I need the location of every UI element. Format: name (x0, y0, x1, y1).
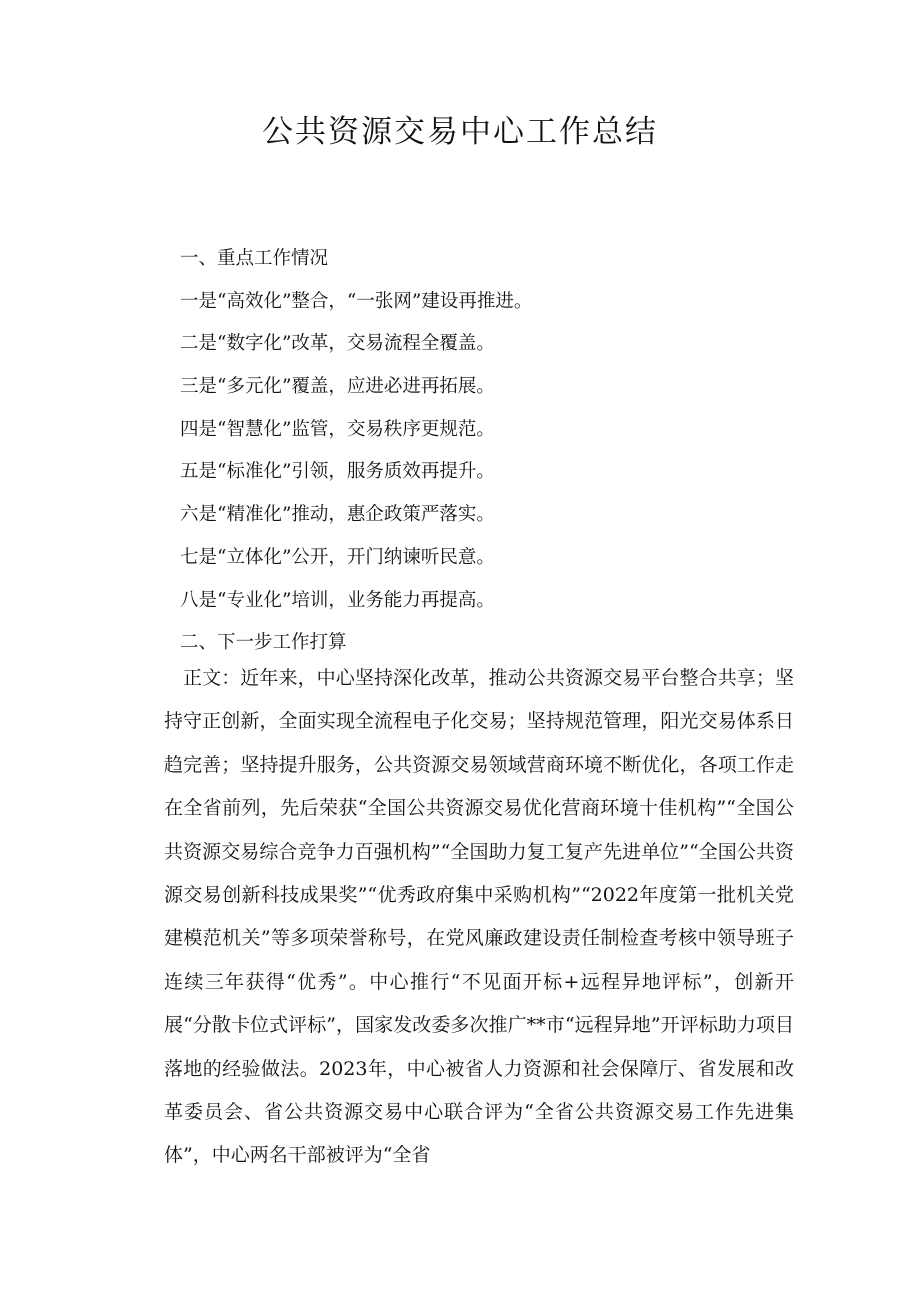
outline-item: 八是“专业化”培训，业务能力再提高。 (180, 589, 495, 611)
section-heading-1: 一、重点工作情况 (180, 248, 329, 269)
outline-item: 六是“精准化”推动，惠企政策严落实。 (180, 504, 495, 526)
outline-item: 三是“多元化”覆盖，应进必进再拓展。 (180, 376, 495, 398)
outline-item: 一是“高效化”整合，“一张网”建设再推进。 (180, 290, 533, 312)
outline-item: 七是“立体化”公开，开门纳谏听民意。 (180, 546, 495, 568)
body-paragraph: 正文：近年来，中心坚持深化改革，推动公共资源交易平台整合共享；坚持守正创新，全面实现全流程电子化交易；坚持规范管理，阳光交易体系日趋完善；坚持提升服务，公共资源交易领域营商环境不断优化，各项工作走在全省前列，先后荣获“全国公共资源交易优化营商环境十佳机构”“全国公共资源交易综合竞争力百强机构”“全国助力复工复产先进单位”“全国公共资源交易创新科技成果奖”“优秀政府集中采购机构”“2022年度第一批机关党建模范机关”等多项荣誉称号，在党风廉政建设责任制检查考核中领导班子连续三年获得“优秀”。中心推行“不见面开标+远程异地评标”，创新开展“分散卡位式评标”，国家发改委多次推广**市“远程异地”开评标助力项目落地的经验做法。2023年，中心被省人力资源和社会保障厅、省发展和改革委员会、省公共资源交易中心联合评为“全省公共资源交易工作先进集体”，中心两名干部被评为“全省 (164, 667, 794, 1167)
outline-list (180, 238, 820, 665)
outline-item: 四是“智慧化”监管，交易秩序更规范。 (180, 418, 495, 440)
outline-item: 五是“标准化”引领，服务质效再提升。 (180, 461, 495, 483)
outline-item: 二是“数字化”改革，交易流程全覆盖。 (180, 333, 495, 355)
document-title: 公共资源交易中心工作总结 (262, 114, 658, 150)
section-heading-2: 二、下一步工作打算 (180, 632, 347, 654)
